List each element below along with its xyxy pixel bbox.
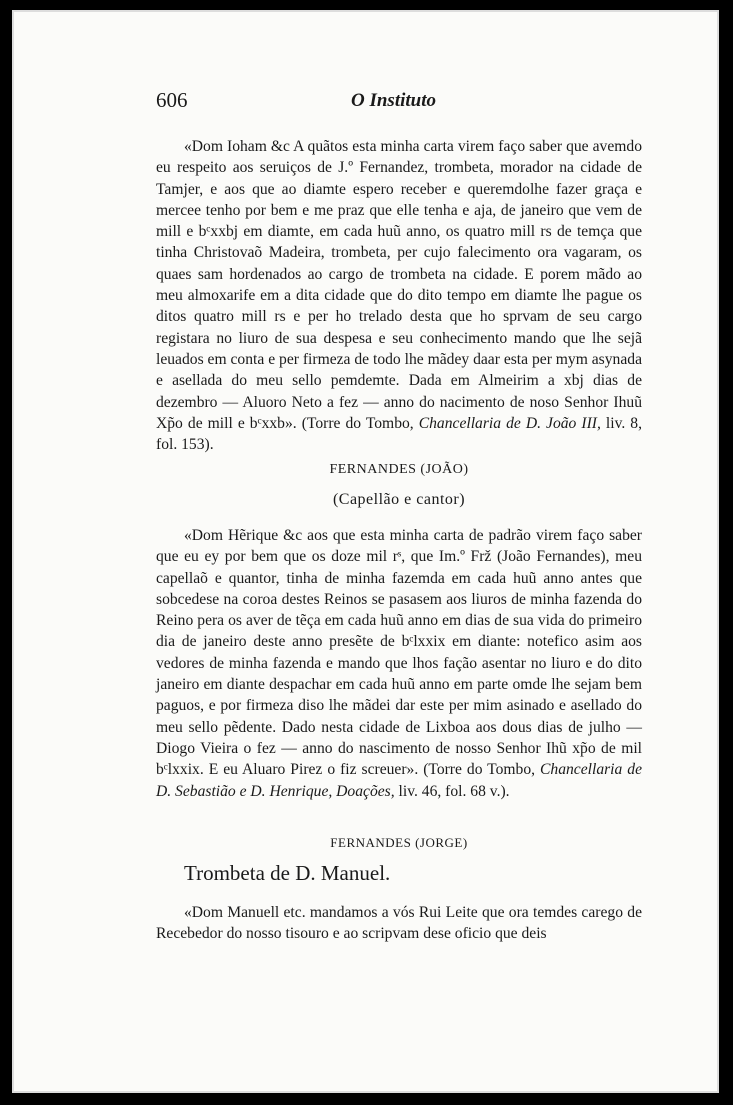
paragraph-2-text: «Dom Hẽrique &c aos que esta minha carta de padrão virem faço saber que eu ey por bem que os doze mil rˢ, que Im.º Frž (João Fernandes), meu capellaõ e quantor, tinha de minha fazemda em cada huũ anno antes que sobcedese na coroa destes Reinos se pasasem aos liuros de minha fazenda do Reino pera os aver de tẽça em cada huũ anno em dias de sua vida do primeiro dia de janeiro deste anno presẽte de bᶜlxxix em diante: notefico asim aos vedores de minha fazenda e mando que lhos fação asentar no liuro e do dito janeiro em diante despachar em cada huũ anno em parte omde lhe sejam bem paguos, e por firmeza diso lhe mãdei dar este per mim asinado e asellado do meu sello pẽdente. Dado nesta cidade de Lixboa aos dous dias de julho — Diogo Vieira o fez — anno do nascimento de nosso Senhor Ihũ xp̃o de mil bᶜlxxix. E eu Aluaro Pirez o fiz screuer». (Torre do Tombo, — [156, 527, 642, 779]
paragraph-1-source: Chancellaria de D. João III, — [418, 414, 601, 432]
document-page — [12, 10, 719, 1093]
paragraph-2 — [156, 525, 642, 802]
running-title: O Instituto — [351, 90, 437, 111]
paragraph-2-citation: liv. 46, fol. 68 v.). — [394, 782, 510, 800]
paragraph-3 — [156, 902, 642, 945]
paragraph-1 — [156, 136, 642, 455]
paragraph-1-text: «Dom Ioham &c A quãtos esta minha carta virem faço saber que avemdo eu respeito aos seruiços de J.º Fernandez, trombeta, morador na cidade de Tamjer, e aos que ao diamte espero receber e queremdolhe fazer graça e mercee tenho por bem e me praz que elle tenha e aja, de janeiro que vem de mill e bᶜxxbj em diamte, em cada huũ anno, os quatro mill rs de temça que tinha Christovaõ Madeira, trombeta, per cujo falecimento ora vagaram, os quaes sam hordenados ao cargo de trombeta na cidade. E porem mãdo ao meu almoxarife em a dita cidade que do dito tempo em diamte lhe pague os ditos quatro mill rs e per ho trelado desta que ho sprvam de seu cargo registara no liuro de sua despesa e seu conhecimento mando que lhe sejã leuados em conta e per firmeza de todo lhe mãdey daar esta per mym asynada e asellada do meu sello pemdemte. Dada em Almeirim a xbj dias de dezembro — Aluoro Neto a fez — anno do nacimento de noso Senhor Ihuũ Xp̃o de mill e bᶜxxb». (Torre do Tombo, — [156, 138, 642, 432]
section-heading-joao: FERNANDES (JOÃO) — [329, 462, 469, 477]
paragraph-3-text: «Dom Manuell etc. mandamos a vós Rui Leite que ora temdes carego de Recebedor do nosso tisouro e ao scripvam dese oficio que deis — [156, 904, 642, 943]
section-subheading-joao: (Capellão e cantor) — [332, 491, 466, 508]
page-header — [156, 84, 642, 114]
page-number: 606 — [156, 88, 188, 112]
paragraph-1-citation: liv. 8, fol. 153). — [156, 414, 643, 454]
section-heading-jorge: FERNANDES (JORGE) — [330, 835, 468, 850]
paragraph-2-source: Chancellaria de D. Sebastião e D. Henrique, Doações, — [156, 761, 642, 800]
section-subheading-jorge: Trombeta de D. Manuel. — [184, 861, 391, 885]
